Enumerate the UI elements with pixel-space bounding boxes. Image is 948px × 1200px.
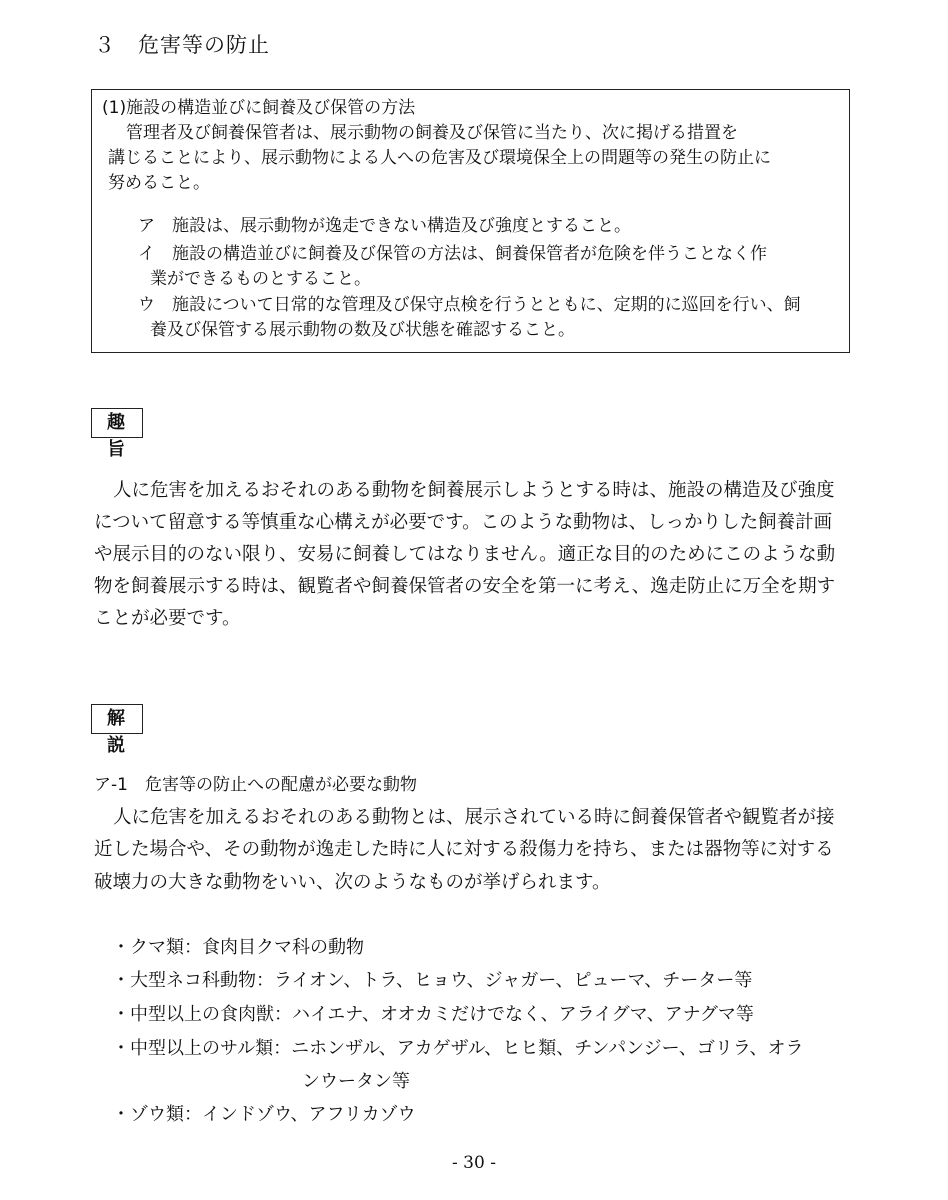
kaisetsu-line: 人に危害を加えるおそれのある動物とは、展示されている時に飼養保管者や観覧者が接 [113,807,835,828]
box-intro-line: 管理者及び飼養保管者は、展示動物の飼養及び保管に当たり、次に掲げる措置を [126,123,738,143]
list-item: ・中型以上の食肉獣：ハイエナ、オオカミだけでなく、アライグマ、アナグマ等 [112,1004,754,1025]
shushi-label: 趣 旨 [91,408,143,438]
shushi-line: ことが必要です。 [94,608,241,629]
shushi-line: 人に危害を加えるおそれのある動物を飼養展示しようとする時は、施設の構造及び強度 [113,480,835,501]
regulation-box [91,89,850,353]
box-item-a: ア 施設は、展示動物が逸走できない構造及び強度とすること。 [138,216,631,236]
box-intro-line: 講じることにより、展示動物による人への危害及び環境保全上の問題等の発生の防止に [108,148,771,168]
box-heading: (1)施設の構造並びに飼養及び保管の方法 [102,98,416,118]
kaisetsu-subheading: ア-1 危害等の防止への配慮が必要な動物 [94,775,417,795]
kaisetsu-label: 解 説 [91,704,143,734]
box-intro-line: 努めること。 [108,173,210,193]
kaisetsu-line: 破壊力の大きな動物をいい、次のようなものが挙げられます。 [94,872,611,893]
page-number: - 30 - [452,1153,496,1173]
shushi-line: や展示目的のない限り、安易に飼養してはなりません。適正な目的のためにこのような動 [94,544,836,565]
box-item-i-cont: 業ができるものとすること。 [150,269,371,289]
list-item: ・クマ類：食肉目クマ科の動物 [112,937,364,958]
list-item: ・ゾウ類：インドゾウ、アフリカゾウ [112,1104,416,1125]
list-item: ・大型ネコ科動物：ライオン、トラ、ヒョウ、ジャガー、ピューマ、チーター等 [112,970,753,991]
box-item-u: ウ 施設について日常的な管理及び保守点検を行うとともに、定期的に巡回を行い、飼 [138,295,801,315]
section-title: ３ 危害等の防止 [94,33,270,57]
list-item-cont: ンウータン等 [302,1071,410,1092]
shushi-line: について留意する等慎重な心構えが必要です。このような動物は、しっかりした飼養計画 [94,512,833,533]
box-item-i: イ 施設の構造並びに飼養及び保管の方法は、飼養保管者が危険を伴うことなく作 [138,244,767,264]
kaisetsu-line: 近した場合や、その動物が逸走した時に人に対する殺傷力を持ち、または器物等に対する [94,839,834,860]
shushi-line: 物を飼養展示する時は、観覧者や飼養保管者の安全を第一に考え、逸走防止に万全を期す [94,576,836,597]
list-item: ・中型以上のサル類：ニホンザル、アカゲザル、ヒヒ類、チンパンジー、ゴリラ、オラ [112,1038,804,1059]
box-item-u-cont: 養及び保管する展示動物の数及び状態を確認すること。 [150,320,575,340]
